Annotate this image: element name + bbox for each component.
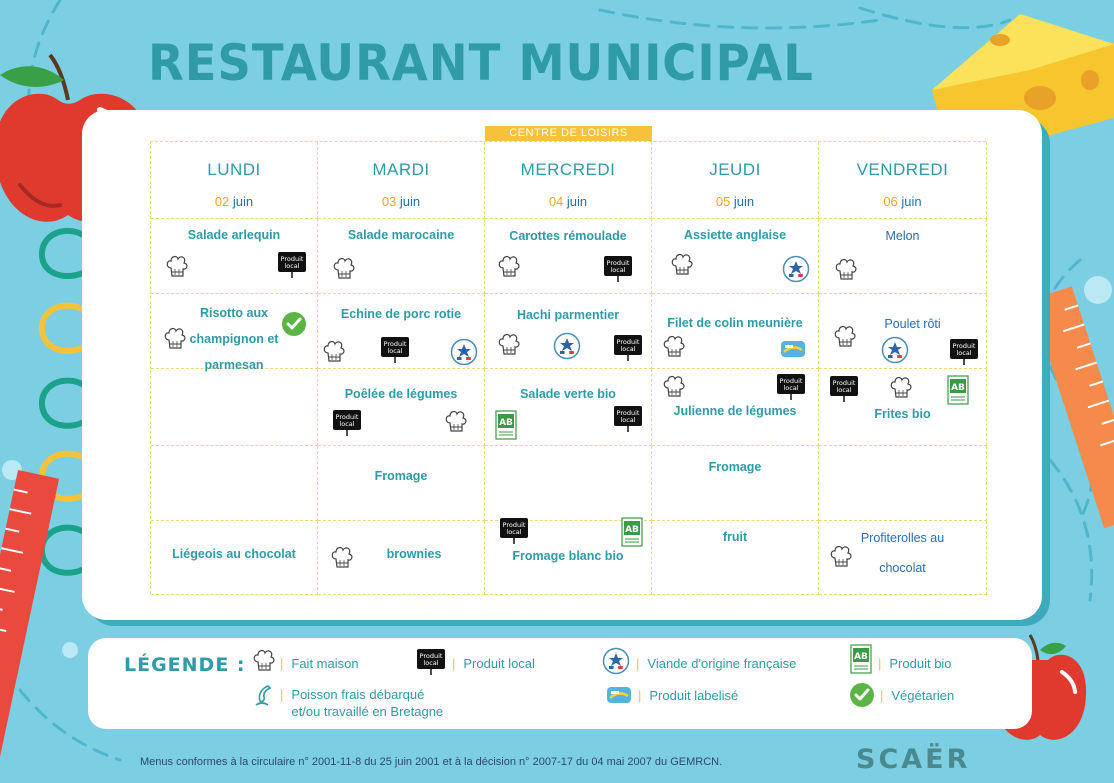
dish-name: fruit	[722, 530, 748, 544]
viande-francaise-icon	[450, 338, 478, 366]
dish-name: Salade verte bio	[520, 387, 616, 401]
menu-cell	[652, 446, 819, 521]
chef-hat-icon	[497, 332, 521, 358]
page-title: RESTAURANT MUNICIPAL	[148, 34, 814, 92]
bio-icon	[850, 644, 872, 674]
menu-cell	[151, 219, 318, 294]
produit-local-icon	[380, 336, 410, 364]
legend-title: LÉGENDE :	[124, 654, 246, 676]
chef-hat-icon	[670, 252, 694, 278]
dish-line: chocolat	[879, 561, 926, 575]
legend-label: Produit local	[463, 656, 535, 671]
legend-item: | Végétarien	[880, 688, 955, 703]
menu-cell	[485, 446, 652, 521]
dish-line: Profiterolles au	[860, 531, 945, 545]
dish-name: Fromage	[708, 460, 762, 474]
day-month: juin	[399, 194, 421, 209]
menu-cell	[151, 369, 318, 446]
viande-francaise-icon	[782, 255, 810, 283]
bio-icon	[495, 410, 517, 440]
menu-cell	[652, 294, 819, 369]
vegetarian-icon	[281, 311, 307, 337]
day-name: MERCREDI	[520, 160, 616, 179]
legend-label: Produit labelisé	[649, 688, 739, 703]
dish-name: Carottes rémoulade	[509, 229, 627, 243]
menu-cell	[318, 446, 485, 521]
legend-item: | Produit labelisé	[638, 688, 739, 703]
chef-hat-icon	[163, 326, 187, 352]
menu-cell	[151, 521, 318, 595]
legend-item: | Produit bio	[878, 656, 952, 671]
produit-local-icon	[829, 375, 859, 403]
chef-hat-icon	[662, 334, 686, 360]
legend-item: | Produit local	[452, 656, 535, 671]
menu-grid	[150, 141, 986, 594]
fish-icon	[252, 683, 274, 709]
dish-name: Fromage	[374, 469, 428, 483]
dish-line: parmesan	[204, 358, 264, 372]
day-header	[819, 142, 987, 219]
menu-cell	[819, 219, 987, 294]
dish-name: Echine de porc rotie	[340, 307, 462, 321]
produit-local-icon	[949, 338, 979, 366]
menu-cell	[485, 521, 652, 595]
day-month: juin	[566, 194, 588, 209]
day-number: 05	[715, 194, 731, 209]
chef-hat-icon	[252, 648, 276, 674]
day-number: 02	[214, 194, 230, 209]
day-header	[318, 142, 485, 219]
dish-name: Assiette anglaise	[683, 228, 787, 242]
ruler-left-decoration	[0, 470, 59, 783]
dish-name: Fromage blanc bio	[512, 549, 624, 563]
day-header	[151, 142, 318, 219]
dish-name: Liégeois au chocolat	[172, 547, 296, 561]
menu-cell	[819, 369, 987, 446]
day-month: juin	[901, 194, 922, 209]
legend-label: Viande d'origine française	[647, 656, 797, 671]
chef-hat-icon	[889, 375, 913, 401]
day-date	[485, 194, 651, 209]
legend-label: Végétarien	[891, 688, 955, 703]
chef-hat-icon	[833, 324, 857, 350]
menu-cell	[652, 219, 819, 294]
viande-francaise-icon	[553, 332, 581, 360]
day-name: JEUDI	[709, 160, 761, 179]
day-date	[318, 194, 484, 209]
bio-icon	[621, 517, 643, 547]
day-name: VENDREDI	[856, 160, 949, 179]
bio-icon	[947, 375, 969, 405]
legend-label: Produit bio	[889, 656, 952, 671]
menu-cell	[485, 294, 652, 369]
legend-item: | Viande d'origine française	[636, 656, 797, 671]
day-header	[652, 142, 819, 219]
menu-cell	[819, 521, 987, 595]
legend-label: Poisson frais débarqué	[291, 687, 425, 702]
dish-name: Melon	[885, 229, 920, 243]
chef-hat-icon	[322, 339, 346, 365]
produit-local-icon	[499, 517, 529, 545]
day-number: 03	[381, 194, 397, 209]
menu-cell	[318, 369, 485, 446]
legend-label: et/ou travaillé en Bretagne	[291, 704, 444, 719]
chef-hat-icon	[165, 254, 189, 280]
menu-cell	[151, 294, 318, 372]
legend-box	[88, 638, 1032, 729]
chef-hat-icon	[330, 545, 354, 571]
chef-hat-icon	[332, 256, 356, 282]
label-icon	[606, 684, 632, 706]
dish-name: Salade marocaine	[347, 228, 455, 242]
day-date	[819, 194, 986, 209]
menu-cell	[652, 521, 819, 595]
centre-de-loisirs-tag: CENTRE DE LOISIRS	[485, 126, 652, 141]
menu-cell	[485, 369, 652, 446]
dish-line: champignon et	[189, 332, 279, 346]
label-icon	[780, 338, 806, 360]
produit-local-icon	[332, 409, 362, 437]
menu-cell	[318, 294, 485, 369]
menu-cell	[485, 219, 652, 294]
chef-hat-icon	[497, 254, 521, 280]
produit-local-icon	[277, 251, 307, 279]
produit-local-icon	[613, 405, 643, 433]
footer-note: Menus conformes à la circulaire n° 2001-11-8 du 25 juin 2001 et à la décision n° 2007-17 du 04 mai 2007 du GEMRCN.	[140, 756, 723, 768]
produit-local-icon	[613, 334, 643, 362]
produit-local-icon	[776, 373, 806, 401]
legend-item: | Poisson frais débarqué et/ou travaillé en Bretagne	[280, 687, 444, 719]
menu-cell	[318, 521, 485, 595]
dish-line: Risotto aux	[199, 306, 269, 320]
menu-cell	[318, 219, 485, 294]
dish-name: Hachi parmentier	[516, 308, 620, 322]
dish-name: Salade arlequin	[187, 228, 281, 242]
dish-name: Poêlée de légumes	[344, 387, 458, 401]
dish-name: Filet de colin meunière	[667, 316, 803, 330]
day-name: LUNDI	[207, 160, 261, 179]
viande-francaise-icon	[881, 336, 909, 364]
menu-cell	[151, 446, 318, 521]
day-month: juin	[733, 194, 755, 209]
scaer-logo: SCAËR	[856, 744, 971, 775]
vegetarian-icon	[849, 682, 875, 708]
viande-francaise-icon	[602, 647, 630, 675]
produit-local-icon	[603, 255, 633, 283]
dish-name: Julienne de légumes	[673, 404, 797, 418]
chef-hat-icon	[834, 257, 858, 283]
dish-name: brownies	[386, 547, 442, 561]
day-header	[485, 142, 652, 219]
legend-label: Fait maison	[291, 656, 359, 671]
menu-cell	[819, 446, 987, 521]
dish-name: Frites bio	[874, 407, 931, 421]
day-number: 06	[883, 194, 898, 209]
chef-hat-icon	[829, 544, 853, 570]
day-date	[151, 194, 317, 209]
day-number: 04	[548, 194, 564, 209]
menu-cell	[652, 369, 819, 446]
day-month: juin	[232, 194, 254, 209]
day-name: MARDI	[372, 160, 430, 179]
dish-name: Poulet rôti	[884, 317, 941, 331]
menu-cell	[819, 294, 987, 369]
chef-hat-icon	[444, 409, 468, 435]
chef-hat-icon	[662, 374, 686, 400]
legend-item: | Fait maison	[280, 656, 359, 671]
day-date	[652, 194, 818, 209]
produit-local-icon	[416, 648, 446, 676]
